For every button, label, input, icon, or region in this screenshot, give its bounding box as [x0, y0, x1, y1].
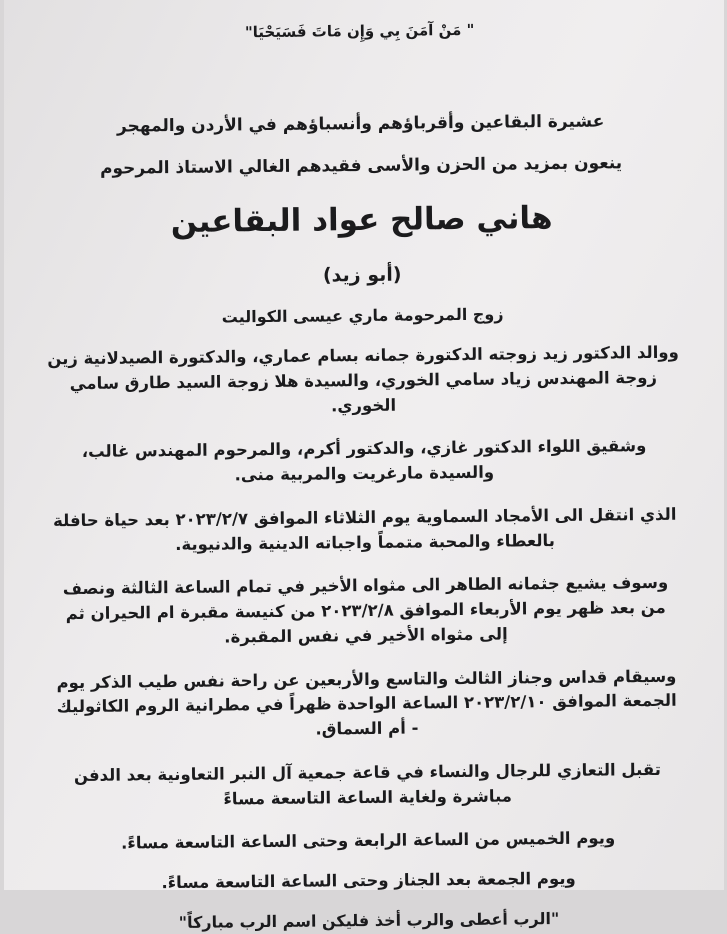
funeral-procession-line: وسوف يشيع جثمانه الطاهر الى مثواه الأخير في تمام الساعة الثالثة ونصف من بعد ظهر يوم الأربعاء الموافق ٢٠٢٣/٢/٨ من كنيسة مقبرة ام الحيران ثم إلى مثواه الأخير في نفس المقبرة. — [62, 573, 668, 647]
deceased-name: هاني صالح عواد البقاعين — [170, 200, 553, 241]
scripture-verse-top: " مَنْ آمَنَ بِي وَإِن مَاتَ فَسَيَحْيَا" — [244, 20, 475, 42]
mourning-announcement-line: ينعون بمزيد من الحزن والأسى فقيدهم الغالي الاستاذ المرحوم — [99, 153, 622, 179]
condolences-friday-line: ويوم الجمعة بعد الجناز وحتى الساعة التاسعة مساءً. — [160, 869, 576, 893]
clan-announcement-line: عشيرة البقاعين وأقرباؤهم وأنسباؤهم في الأردن والمهجر — [116, 111, 604, 137]
death-date-line: الذي انتقل الى الأمجاد السماوية يوم الثلاثاء الموافق ٢٠٢٣/٢/٧ بعد حياة حافلة بالعطاء والمحبة متمماً واجباته الدينية والدنيوية. — [52, 504, 677, 554]
memorial-mass-line: وسيقام قداس وجناز الثالث والتاسع والأربعين عن راحة نفس طيب الذكر يوم الجمعة الموافق ٢٠٢٣/٢/١٠ الساعة الواحدة ظهراً في مطرانية الروم الكاثوليك - أم السماق. — [55, 666, 677, 739]
scripture-verse-bottom: "الرب أعطى والرب أخذ فليكن اسم الرب مباركاً" — [178, 909, 559, 933]
children-line: ووالد الدكتور زيد زوجته الدكتورة جمانه بسام عماري، والدكتورة الصيدلانية زين زوجة المهندس زياد سامي الخوري، والسيدة هلا زوجة السيد طارق سامي الخوري. — [46, 342, 679, 415]
siblings-line: وشقيق اللواء الدكتور غازي، والدكتور أكرم، والمرحوم المهندس غالب، والسيدة مارغريت والمربية منى. — [81, 436, 646, 485]
deceased-nickname: (أبو زيد) — [322, 263, 402, 287]
spouse-line: زوج المرحومة ماري عيسى الكواليت — [221, 304, 504, 327]
condolences-thursday-line: ويوم الخميس من الساعة الرابعة وحتى الساعة التاسعة مساءً. — [120, 828, 615, 853]
condolences-venue-line: تقبل التعازي للرجال والنساء في قاعة جمعية آل النبر التعاونية بعد الدفن مباشرة ولغاية الساعة التاسعة مساءً — [73, 759, 661, 808]
obituary-scan-page — [4, 0, 724, 933]
